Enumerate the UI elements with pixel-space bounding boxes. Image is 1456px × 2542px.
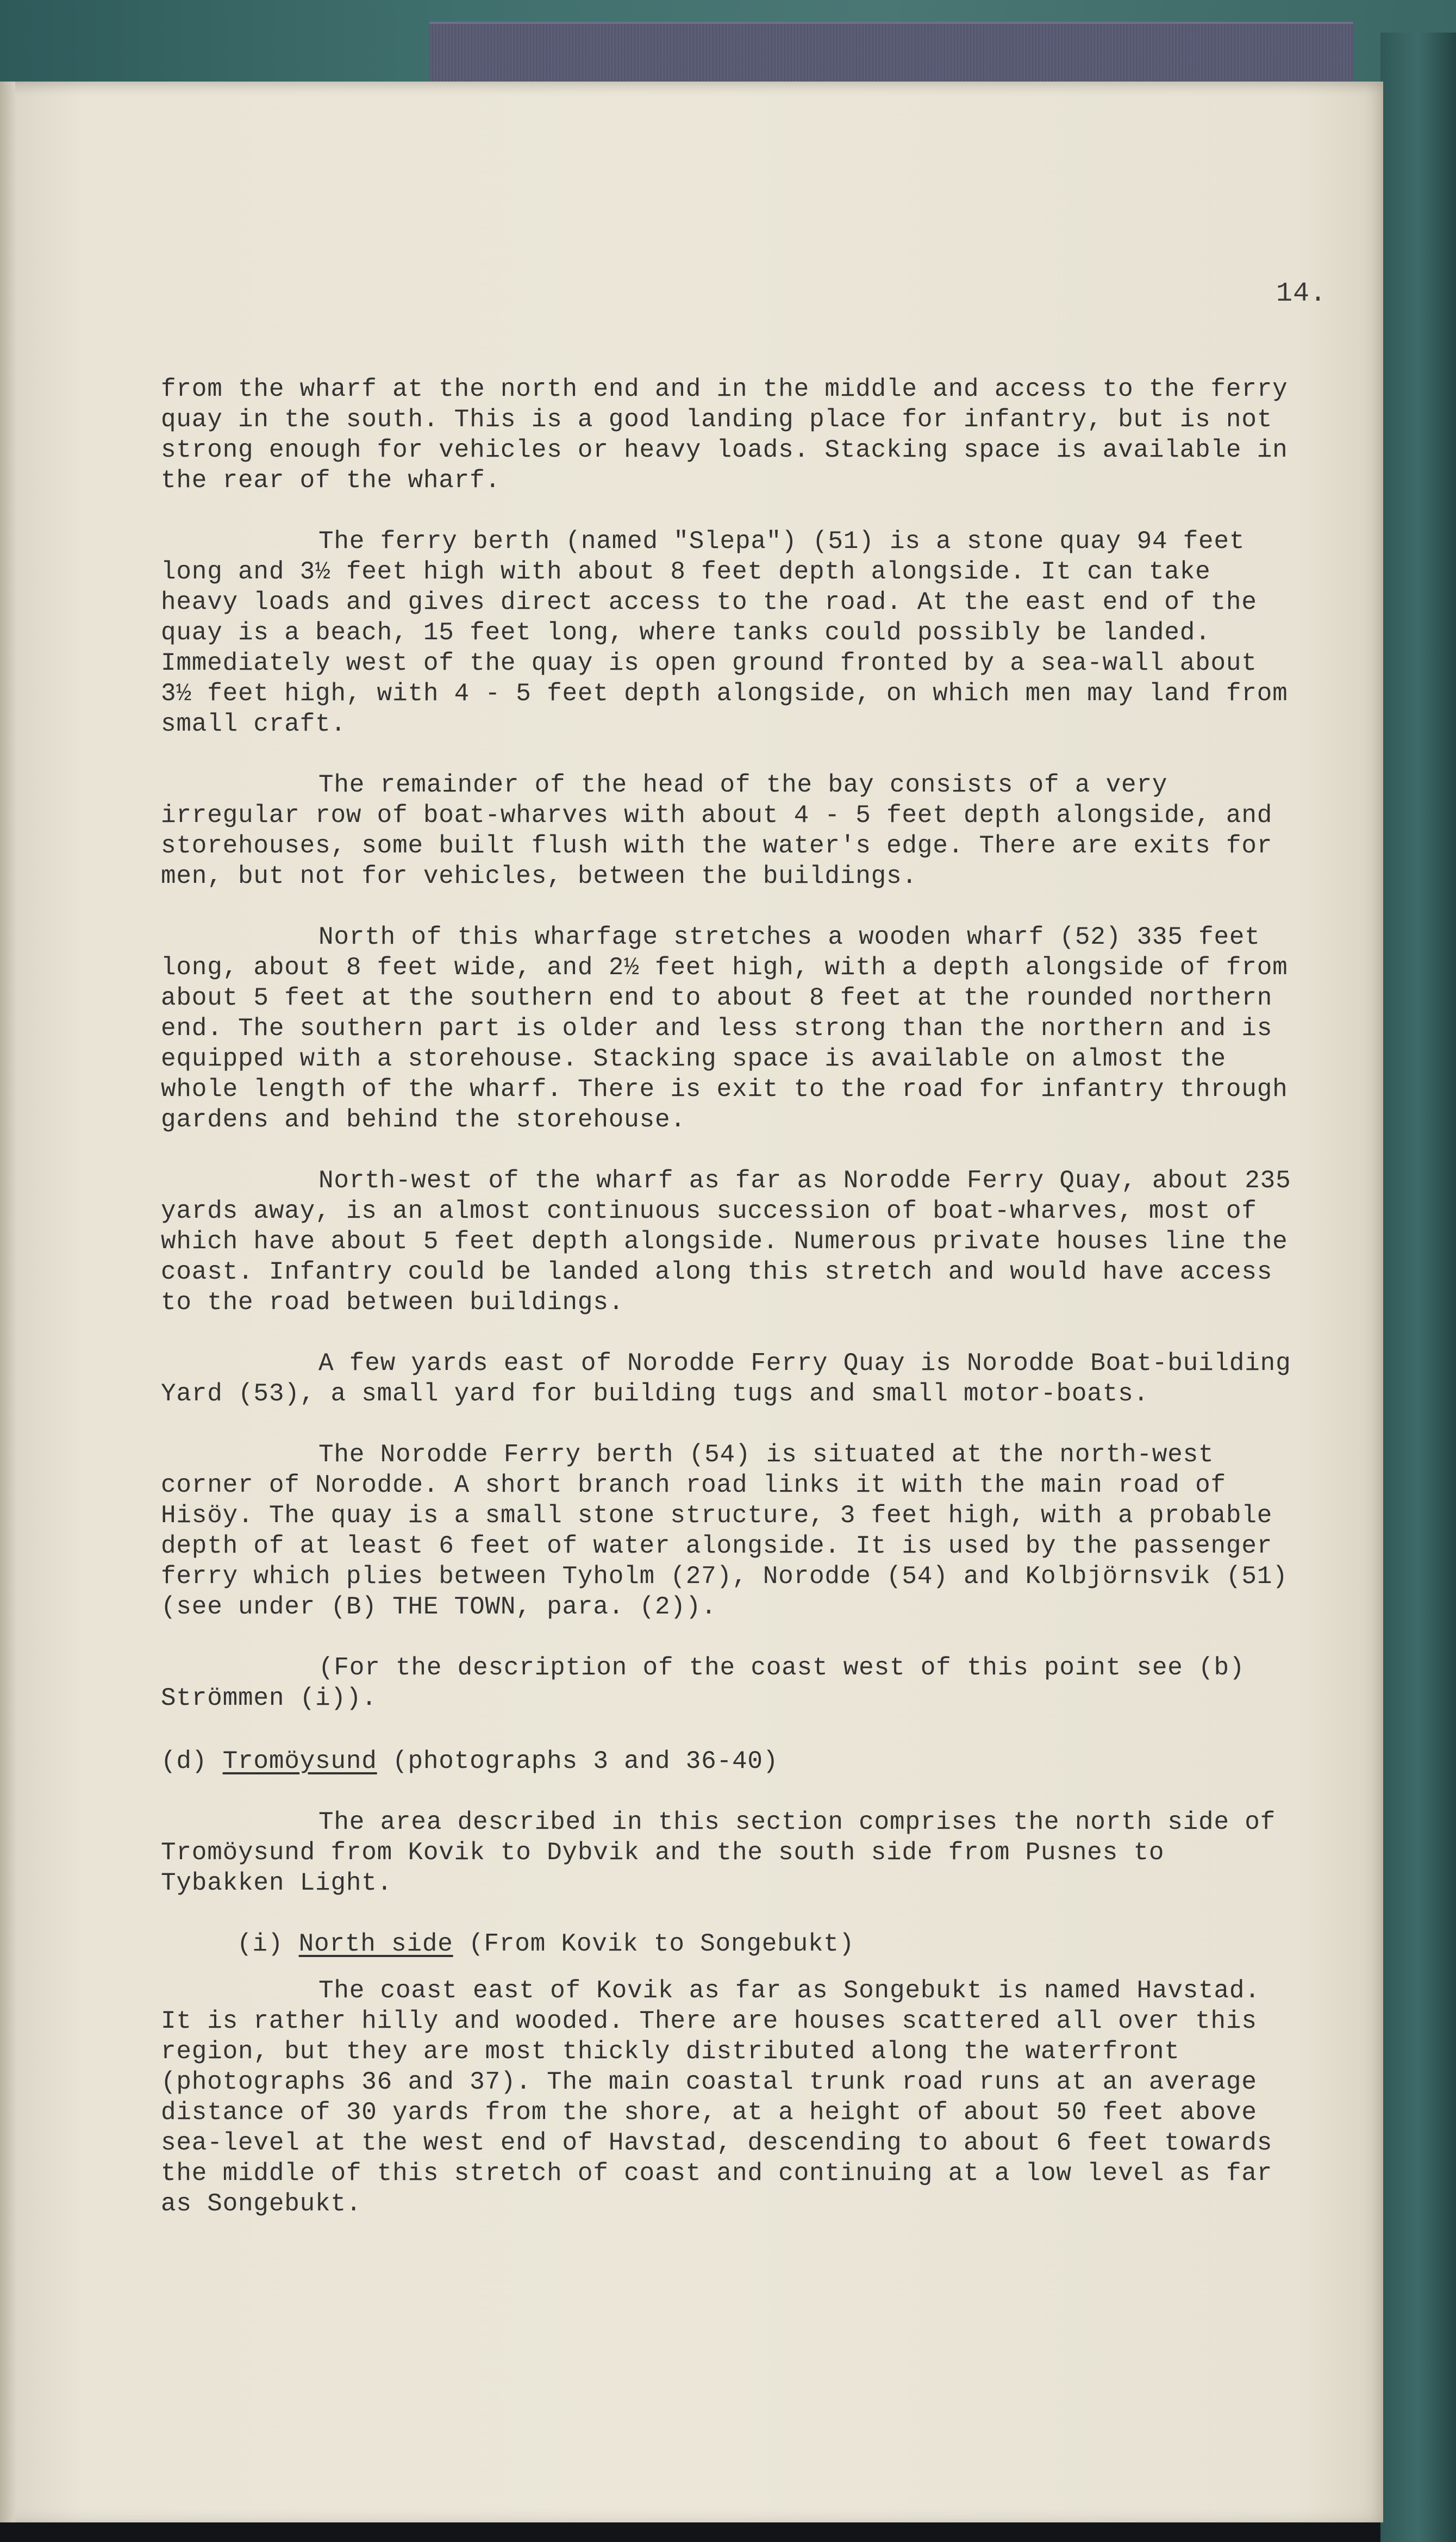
section-heading-d — [161, 1746, 1291, 1777]
subsection-suffix: (From Kovik to Songebukt) — [468, 1930, 855, 1958]
section-title: Tromöysund — [222, 1747, 377, 1775]
paragraph: from the wharf at the north end and in the middle and access to the ferry quay in the south. This is a good landing place for infantry, but is not strong enough for vehicles or heavy loads. Stacking space is available in the rear of the wharf. — [161, 375, 1288, 495]
paragraph: North of this wharfage stretches a wooden wharf (52) 335 feet long, about 8 feet wide, and 2½ feet high, with a depth alongside of from about 5 feet at the southern end to about 8 feet at the rounded northern end. The southern part is older and less strong than the northern and is equipped with a storehouse. Stacking space is available on almost the whole length of the wharf. There is exit to the road for infantry through gardens and behind the storehouse. — [161, 923, 1288, 1134]
section-label: (d) — [161, 1747, 208, 1775]
paragraph: The remainder of the head of the bay consists of a very irregular row of boat-wharves with about 4 - 5 feet depth alongside, and storehouses, some built flush with the water's edge. There are exits for men, but not for vehicles, between the buildings. — [161, 771, 1273, 890]
paragraph: North-west of the wharf as far as Norodde Ferry Quay, about 235 yards away, is an almost continuous succession of boat-wharves, most of which have about 5 feet depth alongside. Numerous private houses line the coast. Infantry could be landed along this stretch and would have access to the road between buildings. — [161, 1167, 1291, 1317]
page-number: 14. — [1276, 278, 1327, 309]
binder-cloth-spine — [429, 22, 1353, 84]
section-suffix: (photographs 3 and 36-40) — [392, 1747, 779, 1775]
subsection-heading-i — [237, 1929, 1291, 1959]
binder-cover-right — [1380, 33, 1456, 2542]
paragraph: The Norodde Ferry berth (54) is situated at the north-west corner of Norodde. A short branch road links it with the main road of Hisöy. The quay is a small stone structure, 3 feet high, with a probable depth of at least 6 feet of water alongside. It is used by the passenger ferry which plies between Tyholm (27), Norodde (54) and Kolbjörnsvik (51) (see under (B) THE TOWN, para. (2)). — [161, 1441, 1288, 1621]
subsection-label: (i) — [237, 1930, 284, 1958]
paragraph: The ferry berth (named "Slepa") (51) is a stone quay 94 feet long and 3½ feet high with about 8 feet depth alongside. It can take heavy loads and gives direct access to the road. At the east end of the quay is a beach, 15 feet long, where tanks could possibly be landed. Immediately west of the quay is open ground fronted by a sea-wall about 3½ feet high, with 4 - 5 feet depth alongside, on which men may land from small craft. — [161, 527, 1288, 738]
subsection-title: North side — [298, 1930, 453, 1958]
paragraph: (For the description of the coast west of this point see (b) Strömmen (i)). — [161, 1654, 1245, 1712]
document-body — [161, 374, 1291, 2250]
page-left-edge — [0, 82, 15, 2522]
paragraph: The area described in this section comprises the north side of Tromöysund from Kovik to Dybvik and the south side from Pusnes to Tybakken Light. — [161, 1808, 1276, 1897]
paragraph: A few yards east of Norodde Ferry Quay is Norodde Boat-building Yard (53), a small yard for building tugs and small motor-boats. — [161, 1349, 1291, 1408]
paragraph: The coast east of Kovik as far as Songebukt is named Havstad. It is rather hilly and wooded. There are houses scattered all over this region, but they are most thickly distributed along the waterfront (photographs 36 and 37). The main coastal trunk road runs at an average distance of 30 yards from the shore, at a height of about 50 feet above sea-level at the west end of Havstad, descending to about 6 feet towards the middle of this stretch of coast and continuing at a low level as far as Songebukt. — [161, 1977, 1273, 2218]
